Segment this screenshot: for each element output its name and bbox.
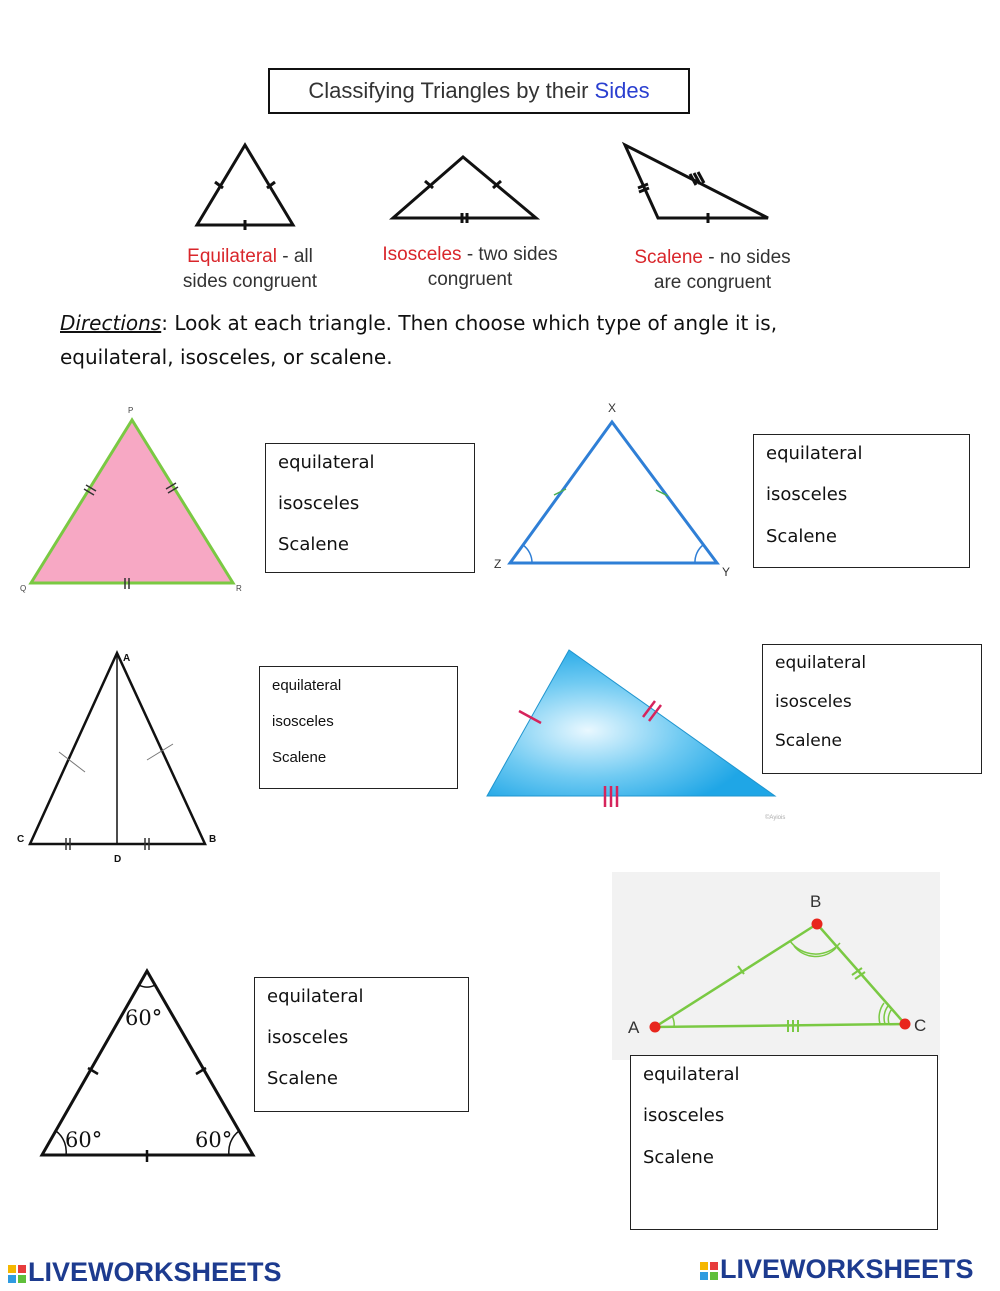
option-isosceles[interactable]: isosceles (278, 493, 360, 514)
caption-equilateral-desc: - all (276, 246, 313, 267)
vertex-label-a: A (628, 1018, 640, 1037)
angle-label-right: 60° (195, 1128, 233, 1152)
caption-equilateral-name: Equilateral (187, 246, 277, 267)
vertex-label-d: D (114, 854, 122, 865)
problem-4-watermark: ©Ayiois (765, 815, 786, 821)
answer-box-3 (259, 666, 458, 789)
answer-box-5 (254, 977, 469, 1112)
answer-box-1 (265, 443, 475, 573)
directions-label: Directions (60, 311, 162, 335)
option-isosceles[interactable]: isosceles (272, 713, 334, 730)
option-equilateral[interactable]: equilateral (267, 986, 364, 1007)
problem-4-triangle (483, 645, 793, 825)
option-isosceles[interactable]: isosceles (267, 1027, 349, 1048)
liveworksheets-logo-icon (700, 1262, 718, 1280)
caption-isosceles-desc2: congruent (427, 269, 513, 290)
option-equilateral[interactable]: equilateral (272, 677, 342, 694)
vertex-label-b: B (209, 834, 217, 845)
problem-6-triangle (612, 872, 940, 1060)
vertex-label-q: Q (20, 584, 27, 593)
footer-logo-right (700, 1254, 974, 1285)
option-isosceles[interactable]: isosceles (643, 1105, 725, 1126)
vertex-label-c: C (17, 834, 25, 845)
answer-box-2 (753, 434, 970, 568)
caption-scalene-name: Scalene (634, 247, 703, 268)
option-equilateral[interactable]: equilateral (766, 443, 863, 464)
vertex-label-c: C (914, 1016, 927, 1035)
angle-label-top: 60° (125, 1006, 163, 1030)
option-isosceles[interactable]: isosceles (775, 692, 852, 712)
answer-box-6 (630, 1055, 938, 1230)
footer-brand-right: LIVEWORKSHEETS (720, 1254, 974, 1284)
caption-isosceles-desc: - two sides (461, 244, 558, 265)
option-scalene[interactable]: Scalene (267, 1068, 338, 1089)
option-scalene[interactable]: Scalene (766, 526, 837, 547)
liveworksheets-logo-icon (8, 1265, 26, 1283)
vertex-label-x: X (608, 401, 617, 415)
option-scalene[interactable]: Scalene (775, 731, 842, 751)
option-scalene[interactable]: Scalene (643, 1147, 714, 1168)
problem-2-triangle (492, 398, 742, 583)
caption-scalene-desc2: are congruent (653, 272, 772, 293)
reference-equilateral-triangle (190, 140, 300, 235)
caption-isosceles-name: Isosceles (382, 244, 462, 265)
reference-scalene-triangle (620, 140, 775, 225)
caption-scalene (610, 245, 815, 295)
angle-label-left: 60° (65, 1128, 103, 1152)
option-scalene[interactable]: Scalene (272, 749, 327, 766)
problem-5-triangle (35, 965, 260, 1165)
caption-scalene-desc: - no sides (703, 247, 791, 268)
footer-logo-left (8, 1257, 282, 1288)
option-scalene[interactable]: Scalene (278, 534, 349, 555)
directions-line2: equilateral, isosceles, or scalene. (60, 345, 393, 369)
vertex-label-p: P (128, 406, 134, 415)
directions-body: : Look at each triangle. Then choose which type of angle it is, (161, 311, 778, 335)
vertex-label-z: Z (494, 557, 502, 571)
answer-box-4 (762, 644, 982, 774)
vertex-label-a: A (123, 653, 131, 664)
vertex-label-y: Y (722, 565, 731, 579)
title-accent: Sides (594, 78, 650, 103)
worksheet-title (268, 68, 690, 114)
reference-isosceles-triangle (388, 150, 543, 225)
caption-equilateral (160, 244, 340, 294)
option-equilateral[interactable]: equilateral (643, 1064, 740, 1085)
option-isosceles[interactable]: isosceles (766, 484, 848, 505)
problem-3-triangle (15, 648, 230, 866)
footer-brand-left: LIVEWORKSHEETS (28, 1257, 282, 1287)
option-equilateral[interactable]: equilateral (278, 452, 375, 473)
directions-text (60, 306, 960, 374)
caption-equilateral-desc2: sides congruent (182, 271, 318, 292)
title-text: Classifying Triangles by their (308, 78, 595, 103)
option-equilateral[interactable]: equilateral (775, 653, 867, 673)
problem-1-triangle (18, 405, 253, 595)
vertex-label-b: B (810, 892, 822, 911)
caption-isosceles (365, 242, 575, 292)
vertex-label-r: R (236, 584, 242, 593)
